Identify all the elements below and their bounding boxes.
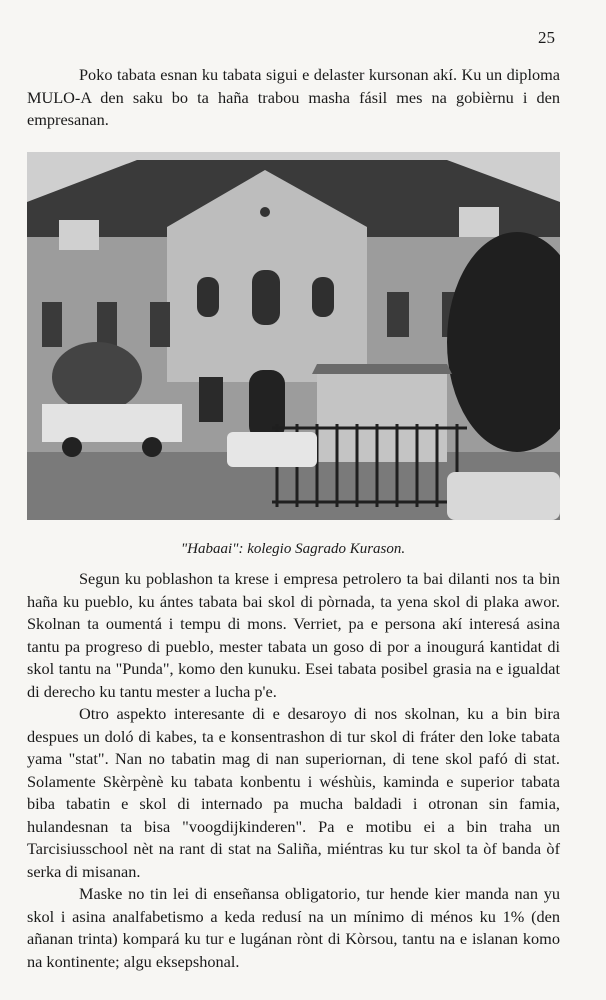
school-building-icon xyxy=(27,152,560,520)
intro-text xyxy=(27,64,560,132)
paragraph: Segun ku poblashon ta krese i empresa petrolero ta bai dilanti nos ta bin haña ku pueblo, ku ántes tabata bai skol di pòrnada, ta yena skol di plaka awor. Skolnan ta oumentá i tempu di mons. Verriet, pa e persona akí interesá asina tantu pa progreso di pueblo, mester tabata un goso di por a inougurá kantidat di skol tantu na "Punda", komo den kunuku. Esei tabata posibel grasia na e igualdat di derecho ku tantu mester a lucha p'e. xyxy=(27,569,560,701)
photo-caption: "Habaai": kolegio Sagrado Kurason. xyxy=(180,541,406,557)
paragraph: Maske no tin lei di enseñansa obligatorio, tur hende kier manda nan yu skol i asina analfabetismo a keda redusí na un mínimo di ménos ku 1% (den añanan trinta) kompará ku tur e lugánan rònt di Kòrsou, tantu na e islanan komo na kontinente; algu eksepshonal. xyxy=(27,884,560,971)
body-text xyxy=(27,568,560,973)
intro-paragraph: Poko tabata esnan ku tabata sigui e delaster kursonan akí. Ku un diploma MULO-A den saku bo ta haña trabou masha fásil mes na gobièrnu i den empresanan. xyxy=(27,65,560,129)
school-building-photo xyxy=(27,152,560,520)
paragraph: Otro aspekto interesante di e desaroyo di nos skolnan, ku a bin bira despues un doló di kabes, ta e konsentrashon di tur skol di fráter den loke tabata yama "stat". Nan no tabatin mag di nan superiornan, di tene skol pafó di stat. Solamente Skèrpènè ku tabata konbentu i wéshùis, kaminda e superior tabata biba tabatin e skol di internado pa mucha baldadi i otronan sin famia, hulandesnan ta bisa "voogdijkinderen". Pa e motibu ei a bin traha un Tarcisiusschool nèt na rant di stat na Saliña, miéntras ku tur skol ta òf banda òf serka di misanan. xyxy=(27,704,560,881)
page-number: 25 xyxy=(538,28,555,47)
